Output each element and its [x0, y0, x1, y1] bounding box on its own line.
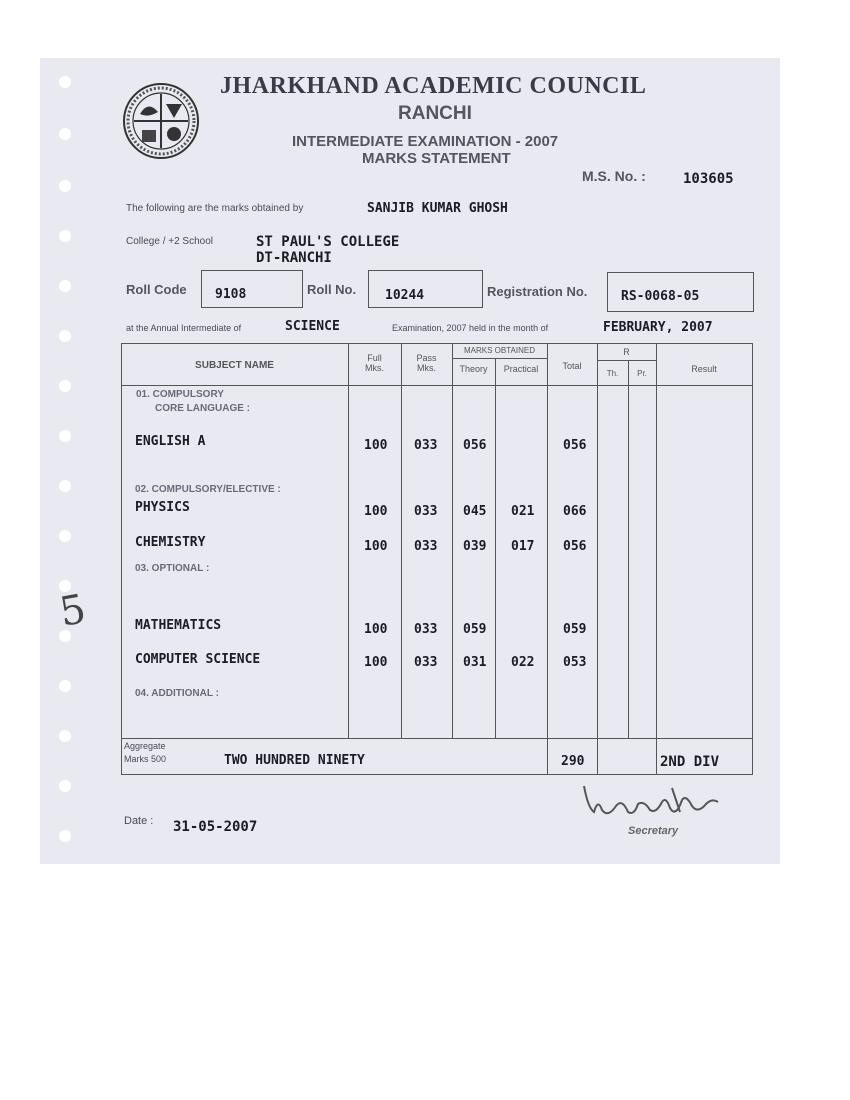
pass-marks: 033	[414, 539, 438, 554]
held-label: Examination, 2007 held in the month of	[392, 323, 549, 333]
section-elective: 02. COMPULSORY/ELECTIVE :	[135, 484, 281, 495]
subject-name: CHEMISTRY	[135, 535, 206, 550]
full-marks: 100	[364, 504, 388, 519]
punch-hole	[59, 430, 71, 442]
registration-value: RS-0068-05	[621, 289, 700, 304]
header-theory: Theory	[459, 364, 488, 374]
aggregate-words: TWO HUNDRED NINETY	[224, 753, 365, 768]
roll-no-label: Roll No.	[307, 282, 357, 297]
ms-no-value: 103605	[683, 171, 734, 187]
header-pass-marks: Pass Mks.	[416, 353, 437, 373]
header-full-marks: Full Mks.	[365, 353, 384, 373]
punch-hole	[59, 128, 71, 140]
header-subject: SUBJECT NAME	[195, 360, 274, 371]
total-marks: 053	[563, 655, 587, 670]
college-name: ST PAUL'S COLLEGE	[256, 234, 400, 250]
practical-marks: 021	[511, 504, 535, 519]
section-core-language: CORE LANGUAGE :	[155, 403, 250, 414]
header-marks-obtained: MARKS OBTAINED	[464, 346, 535, 355]
subject-name: PHYSICS	[135, 500, 190, 515]
annual-label: at the Annual Intermediate of	[126, 323, 242, 333]
section-additional: 04. ADDITIONAL :	[135, 688, 219, 699]
theory-marks: 039	[463, 539, 487, 554]
punch-hole	[59, 280, 71, 292]
punch-hole	[59, 330, 71, 342]
section-compulsory: 01. COMPULSORY	[136, 389, 224, 400]
header-result: Result	[691, 364, 717, 374]
college-label: College / +2 School	[126, 236, 214, 247]
ms-no-label: M.S. No. :	[582, 168, 646, 184]
full-marks: 100	[364, 438, 388, 453]
total-marks: 059	[563, 622, 587, 637]
punch-hole	[59, 530, 71, 542]
margin-handwritten-mark: 5	[56, 586, 90, 636]
exam-month: FEBRUARY, 2007	[603, 320, 713, 335]
punch-hole	[59, 680, 71, 692]
section-optional: 03. OPTIONAL :	[135, 563, 210, 574]
pass-marks: 033	[414, 622, 438, 637]
total-marks: 056	[563, 438, 587, 453]
full-marks: 100	[364, 622, 388, 637]
header-practical: Practical	[503, 364, 539, 374]
header-total: Total	[562, 361, 582, 371]
punch-hole	[59, 830, 71, 842]
secretary-label: Secretary	[628, 825, 679, 837]
theory-marks: 045	[463, 504, 487, 519]
roll-code-label: Roll Code	[126, 282, 187, 297]
council-seal-icon	[122, 82, 200, 160]
secretary-signature	[578, 778, 728, 828]
pass-marks: 033	[414, 655, 438, 670]
total-marks: 056	[563, 539, 587, 554]
result-division: 2ND DIV	[660, 754, 720, 770]
council-city: RANCHI	[398, 103, 472, 124]
subject-name: MATHEMATICS	[135, 618, 222, 633]
college-district: DT-RANCHI	[256, 250, 332, 266]
pass-marks: 033	[414, 504, 438, 519]
punch-hole	[59, 230, 71, 242]
theory-marks: 056	[463, 438, 487, 453]
statement-title: MARKS STATEMENT	[362, 150, 511, 167]
punch-hole	[59, 380, 71, 392]
header-pr: Pr.	[637, 369, 647, 378]
punch-hole	[59, 730, 71, 742]
punch-hole	[59, 480, 71, 492]
aggregate-label: Aggregate	[124, 741, 166, 751]
full-marks: 100	[364, 655, 388, 670]
full-marks: 100	[364, 539, 388, 554]
date-label: Date :	[124, 815, 154, 827]
aggregate-total: 290	[561, 754, 585, 769]
subject-name: COMPUTER SCIENCE	[135, 652, 261, 667]
header-th: Th.	[606, 369, 619, 378]
total-marks: 066	[563, 504, 587, 519]
practical-marks: 017	[511, 539, 535, 554]
punch-hole	[59, 180, 71, 192]
intro-label: The following are the marks obtained by	[126, 203, 304, 214]
student-name: SANJIB KUMAR GHOSH	[367, 201, 508, 216]
header-r: R	[623, 347, 630, 357]
exam-title: INTERMEDIATE EXAMINATION - 2007	[292, 133, 559, 150]
practical-marks: 022	[511, 655, 535, 670]
aggregate-max-label: Marks 500	[124, 754, 167, 764]
stream-value: SCIENCE	[285, 319, 340, 334]
registration-label: Registration No.	[487, 284, 588, 299]
pass-marks: 033	[414, 438, 438, 453]
punch-hole	[59, 780, 71, 792]
theory-marks: 059	[463, 622, 487, 637]
council-title: JHARKHAND ACADEMIC COUNCIL	[220, 73, 647, 99]
issue-date: 31-05-2007	[173, 819, 258, 835]
punch-hole	[59, 76, 71, 88]
theory-marks: 031	[463, 655, 487, 670]
roll-no-value: 10244	[385, 288, 425, 303]
subject-name: ENGLISH A	[135, 434, 206, 449]
roll-code-value: 9108	[215, 287, 247, 302]
